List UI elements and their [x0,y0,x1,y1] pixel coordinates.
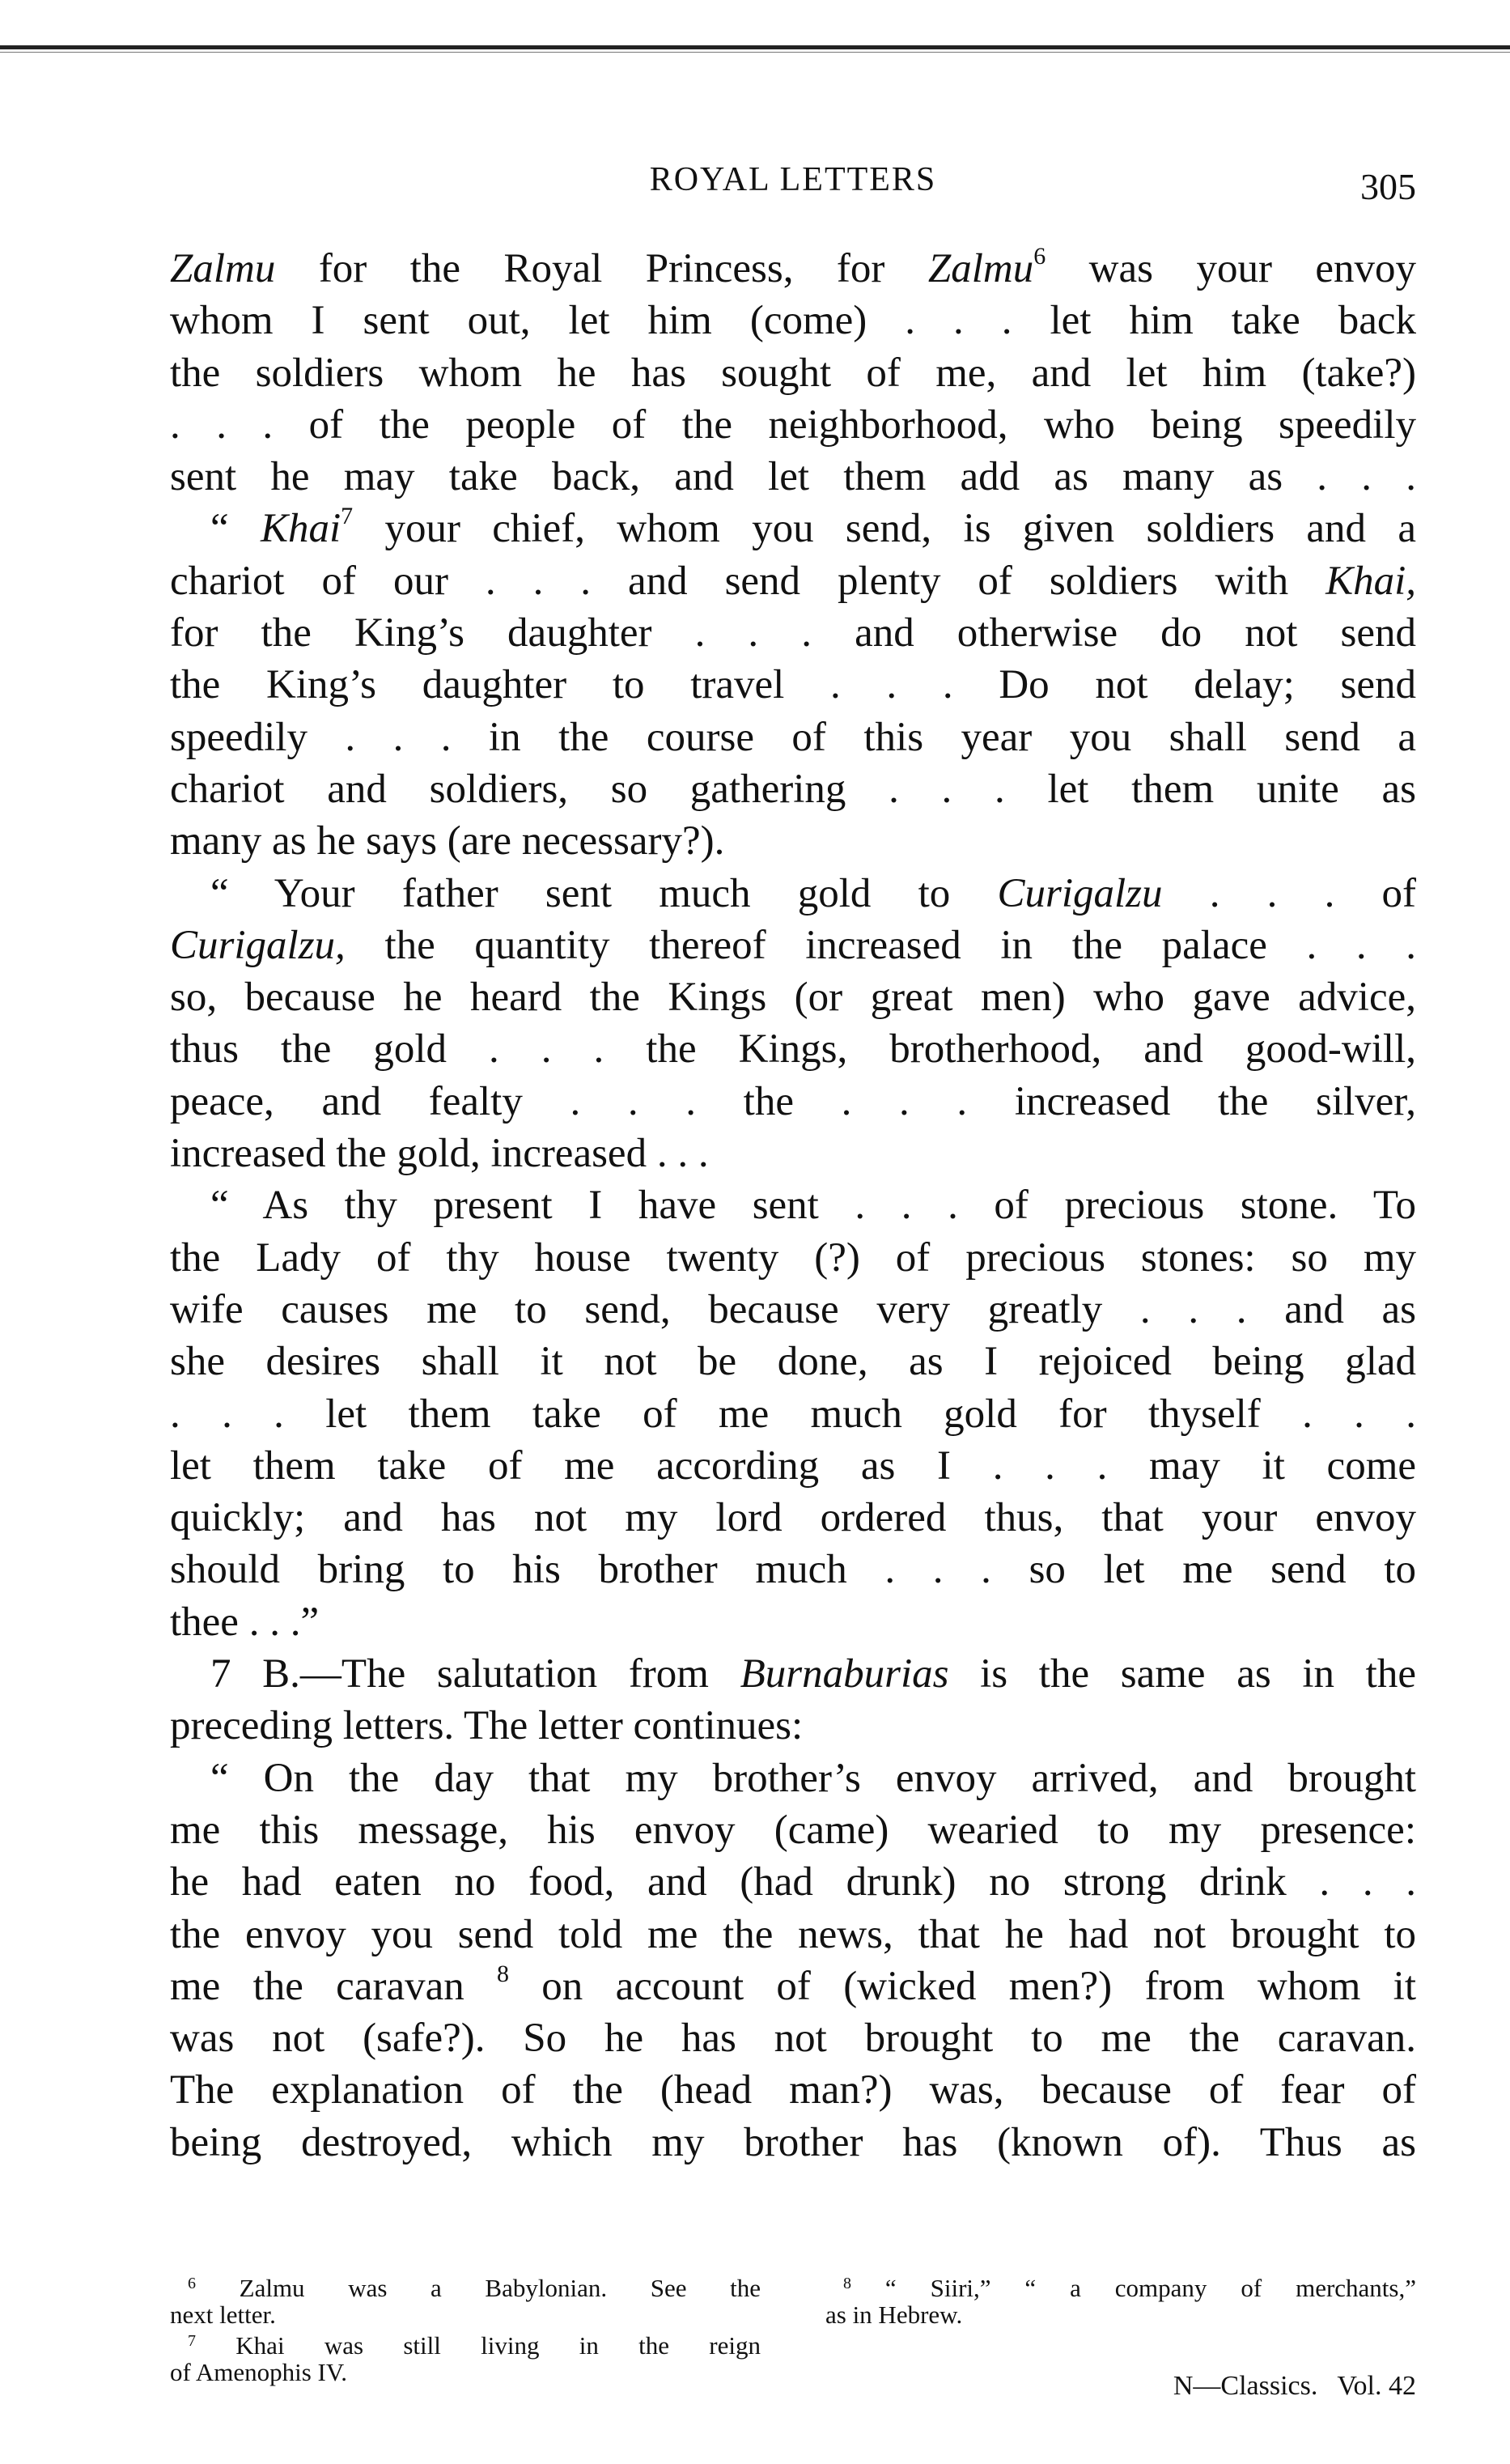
text-line: whom I sent out, let him (come) . . . let him take back [170,298,1416,344]
text-line: so, because he heard the Kings (or great men) who gave advice, [170,975,1416,1021]
text-italic: Zalmu [170,246,276,291]
footnote-6-text: Zalmu was a Babylonian. See the [239,2274,761,2302]
text-line: for the King’s daughter . . . and otherwise do not send [170,610,1416,656]
footnote-ref-7: 7 [341,503,354,530]
footnote-8-text: “ Siiri,” “ a company of merchants,” [884,2274,1416,2302]
text-span: the quantity thereof increased in the palace . . . [345,922,1416,968]
running-title: ROYAL LETTERS [649,161,937,198]
body-text [170,243,1416,2169]
top-border-rule [0,45,1510,49]
text-line: “ As thy present I have sent . . . of precious stone. To [210,1183,1416,1229]
text-line: preceding letters. The letter continues: [170,1703,804,1749]
text-line: the envoy you send told me the news, that he had not brought to [170,1911,1416,1957]
text-line: the soldiers whom he has sought of me, and let him (take?) [170,350,1416,396]
text-line [170,868,1416,920]
text-line: thus the gold . . . the Kings, brotherhood, and good-will, [170,1026,1416,1073]
text-line: thee . . .” [170,1599,320,1645]
text-span: for the Royal Princess, for [275,246,928,291]
text-line [170,555,1416,607]
text-line [170,243,1416,295]
text-line [170,503,1416,554]
text-line: “ On the day that my brother’s envoy arrived, and brought [210,1755,1416,1801]
footnote-6-line: next letter. [170,2300,276,2329]
text-span: “ Your father sent much gold to [210,870,998,916]
text-line [170,1648,1416,1700]
text-line: . . . of the people of the neighborhood, who being speedily [170,401,1416,448]
text-line: . . . let them take of me much gold for thyself . . . [170,1391,1416,1437]
text-italic: Khai, [1325,558,1416,604]
text-line: was not (safe?). So he has not brought to me the caravan. [170,2016,1416,2062]
text-line: she desires shall it not be done, as I rejoiced being glad [170,1339,1416,1385]
text-line: being destroyed, which my brother has (known of). Thus as [170,2119,1416,2165]
text-line: should bring to his brother much . . . so let me send to [170,1547,1416,1593]
footnote-8-number: 8 [843,2275,851,2292]
text-line: quickly; and has not my lord ordered thus, that your envoy [170,1495,1416,1541]
signature-mark [1154,2371,1416,2402]
text-line: many as he says (are necessary?). [170,818,725,865]
text-italic: Curigalzu [997,870,1163,916]
text-line: sent he may take back, and let them add as many as . . . [170,454,1416,500]
top-border-rule-thin [0,52,1510,53]
text-line [170,920,1416,971]
footnote-7-number: 7 [188,2332,196,2350]
text-italic: Curigalzu, [170,922,346,968]
text-line: speedily . . . in the course of this year you shall send a [170,714,1416,760]
footnote-column-right [825,2271,1416,2328]
footnote-ref-8: 8 [497,1960,509,1987]
text-span: was your envoy [1046,246,1417,291]
text-line [170,1961,1416,2012]
footnote-7-line: of Amenophis IV. [170,2358,348,2386]
text-span: on account of (wicked men?) from whom it [509,1963,1417,2009]
text-line: let them take of me according as I . . . may it come [170,1442,1416,1489]
footnote-6-number: 6 [188,2275,196,2292]
text-line: the Lady of thy house twenty (?) of precious stones: so my [170,1234,1416,1281]
footnote-8-line [825,2271,1416,2301]
text-italic: Burnaburias [740,1651,949,1697]
signature-volume: Vol. 42 [1337,2371,1416,2401]
footnote-6-line [170,2271,761,2301]
text-span: is the same as in the [948,1651,1416,1697]
footnotes [170,2271,1416,2401]
page-number: 305 [1360,166,1416,207]
text-line: increased the gold, increased . . . [170,1131,709,1177]
text-italic: Zalmu [927,246,1034,291]
text-line: The explanation of the (head man?) was, because of fear of [170,2067,1416,2114]
text-span: “ [210,506,261,552]
footnote-7-line [170,2328,761,2359]
text-span: . . . of [1162,870,1416,916]
text-line: chariot and soldiers, so gathering . . . let them unite as [170,766,1416,812]
text-line: me this message, his envoy (came) wearied to my presence: [170,1807,1416,1853]
text-span: me the caravan [170,1963,497,2009]
text-italic: Khai [260,506,341,552]
text-line: the King’s daughter to travel . . . Do not delay; send [170,662,1416,708]
running-head [170,160,1416,209]
footnote-column-left [170,2271,761,2385]
footnote-8-line: as in Hebrew. [825,2300,963,2329]
text-span: your chief, whom you send, is given soldiers and a [353,506,1417,552]
text-span: chariot of our . . . and send plenty of soldiers with [170,558,1326,604]
footnote-ref-6: 6 [1033,243,1046,270]
signature-series: N—Classics. [1173,2371,1318,2401]
text-line: wife causes me to send, because very greatly . . . and as [170,1286,1416,1332]
footnote-7-text: Khai was still living in the reign [235,2331,761,2360]
text-span: 7 B.—The salutation from [210,1651,740,1697]
text-line: he had eaten no food, and (had drunk) no strong drink . . . [170,1859,1416,1905]
text-line: peace, and fealty . . . the . . . increased the silver, [170,1078,1416,1124]
